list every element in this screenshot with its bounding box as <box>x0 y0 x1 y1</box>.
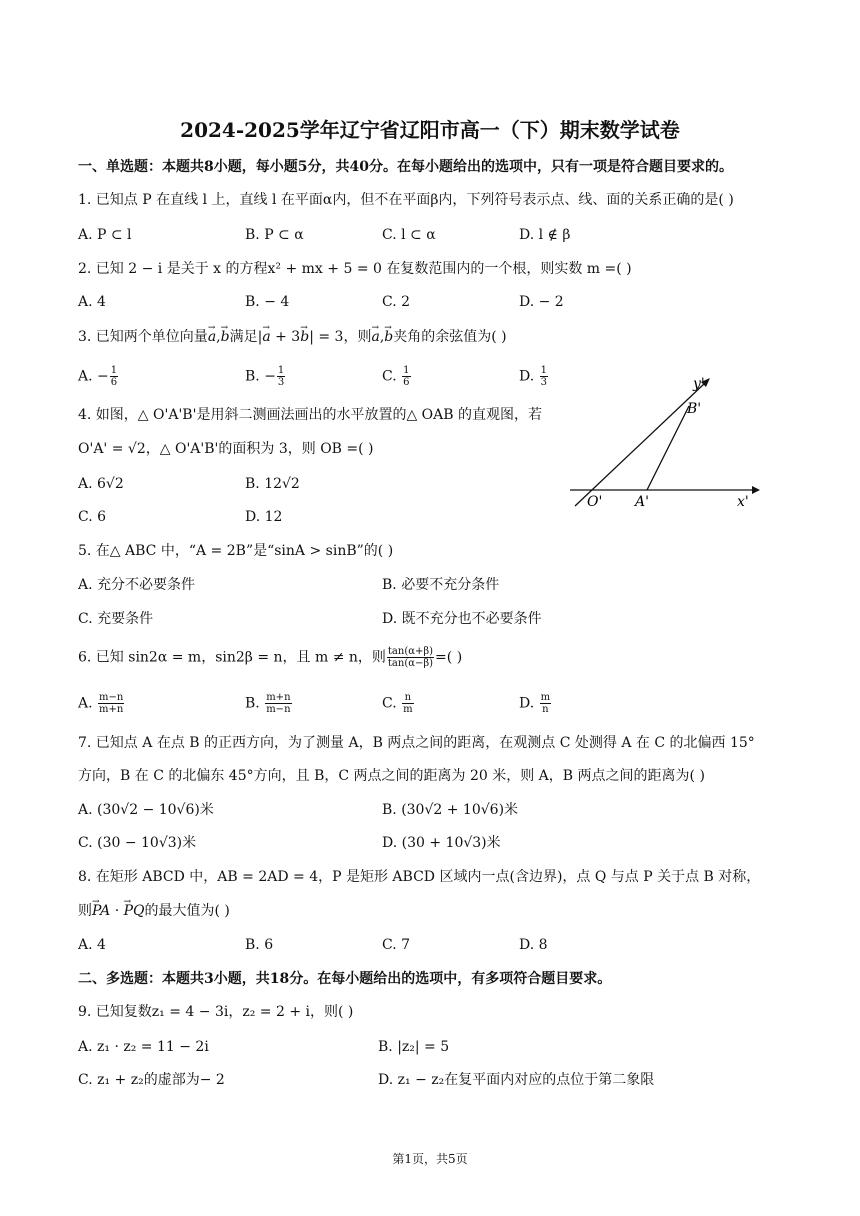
question-9-option-c: C. z₁ + z₂的虚部为− 2 <box>78 1072 225 1088</box>
question-9-option-b: B. |z₂| = 5 <box>378 1039 450 1055</box>
question-7-option-a: A. (30√2 − 10√6)米 <box>78 802 214 818</box>
question-6-option-d: D. $\frac{m}{n}$ <box>519 692 551 715</box>
question-8-option-a: A. 4 <box>78 937 106 953</box>
label-a-prime: A' <box>635 494 649 510</box>
question-6-option-b: B. $\frac{m+n}{m-n}$ <box>245 692 291 715</box>
question-4-option-d: D. 12 <box>245 509 283 525</box>
question-8-option-b: B. 6 <box>245 937 274 953</box>
question-9-option-d: D. z₁ − z₂在复平面内对应的点位于第二象限 <box>378 1072 655 1088</box>
question-3-stem: 3. 已知两个单位向量→ a,→ b满足|→ a + 3→ b| = 3，则→ a,→ b夹角的余弦值为( ) <box>78 327 507 347</box>
question-2-stem: 2. 已知 2 − i 是关于 x 的方程x² + mx + 5 = 0 在复数范围内的一个根，则实数 m =( ) <box>78 261 632 277</box>
label-o-prime: O' <box>587 494 603 510</box>
question-6-option-a: A. $\frac{m-n}{m+n}$ <box>78 692 124 715</box>
question-5-option-d: D. 既不充分也不必要条件 <box>382 611 542 627</box>
label-y-prime: y' <box>693 376 705 392</box>
question-5-stem: 5. 在△ ABC 中，“A = 2B”是“sinA > sinB”的( ) <box>78 543 394 559</box>
question-5-option-c: C. 充要条件 <box>78 611 154 627</box>
question-7-stem-line-1: 7. 已知点 A 在点 B 的正西方向，为了测量 A，B 两点之间的距离，在观测点 C 处测得 A 在 C 的北偏西 15° <box>78 735 755 751</box>
question-1-stem: 1. 已知点 P 在直线 l 上，直线 l 在平面α内，但不在平面β内，下列符号表示点、线、面的关系正确的是( ) <box>78 192 734 208</box>
question-2-option-b: B. − 4 <box>245 294 290 310</box>
question-3-option-c: C. $\frac{1}{6}$ <box>382 365 410 388</box>
question-1-option-d: D. l ∉ β <box>519 227 571 243</box>
question-4-stem-line-2: O'A' = √2，△ O'A'B'的面积为 3，则 OB =( ) <box>78 441 374 457</box>
question-8-option-c: C. 7 <box>382 937 411 953</box>
label-b-prime: B' <box>687 401 702 417</box>
question-1-option-b: B. P ⊂ α <box>245 227 304 243</box>
question-8-stem-line-2: 则→ PA · → PQ的最大值为( ) <box>78 901 230 921</box>
question-6-option-c: C. $\frac{n}{m}$ <box>382 692 413 715</box>
question-5-option-b: B. 必要不充分条件 <box>382 577 500 593</box>
question-7-stem-line-2: 方向，B 在 C 的北偏东 45°方向，且 B，C 两点之间的距离为 20 米，则 A，B 两点之间的距离为( ) <box>78 768 705 784</box>
question-6-stem: 6. 已知 sin2α = m，sin2β = n，且 m ≠ n，则 $\frac{\tan(\alpha+\beta)}{\tan(\alpha-\beta)}$ =( ) <box>78 646 463 669</box>
question-4-option-a: A. 6√2 <box>78 476 124 492</box>
question-9-stem: 9. 已知复数z₁ = 4 − 3i，z₂ = 2 + i，则( ) <box>78 1004 354 1020</box>
question-7-option-d: D. (30 + 10√3)米 <box>382 835 501 851</box>
x-axis-arrow-icon <box>752 486 760 494</box>
question-1-option-c: C. l ⊂ α <box>382 227 436 243</box>
question-4-option-c: C. 6 <box>78 509 107 525</box>
question-3-option-d: D. $\frac{1}{3}$ <box>519 365 548 388</box>
question-2-option-c: C. 2 <box>382 294 411 310</box>
question-9-option-a: A. z₁ · z₂ = 11 − 2i <box>78 1039 209 1055</box>
question-7-option-b: B. (30√2 + 10√6)米 <box>382 802 519 818</box>
page-footer: 第1页，共5页 <box>392 1152 468 1166</box>
question-4-stem-line-1: 4. 如图，△ O'A'B'是用斜二测画法画出的水平放置的△ OAB 的直观图，若 <box>78 407 542 423</box>
question-2-option-a: A. 4 <box>78 294 106 310</box>
question-7-option-c: C. (30 − 10√3)米 <box>78 835 197 851</box>
question-5-option-a: A. 充分不必要条件 <box>78 577 196 593</box>
section-heading-multi-choice: 二、多选题：本题共3小题，共18分。在每小题给出的选项中，有多项符合题目要求。 <box>78 971 612 987</box>
page-title: 2024-2025学年辽宁省辽阳市高一（下）期末数学试卷 <box>180 118 680 142</box>
section-heading-single-choice: 一、单选题：本题共8小题，每小题5分，共40分。在每小题给出的选项中，只有一项是符合题目要求的。 <box>78 159 733 175</box>
question-3-option-b: B. − $\frac{1}{3}$ <box>245 365 285 388</box>
question-8-option-d: D. 8 <box>519 937 548 953</box>
y-axis-line <box>575 383 705 506</box>
question-2-option-d: D. − 2 <box>519 294 564 310</box>
question-3-option-a: A. − $\frac{1}{6}$ <box>78 365 118 388</box>
label-x-prime: x' <box>737 494 749 510</box>
question-1-option-a: A. P ⊂ l <box>78 227 132 243</box>
oblique-projection-figure <box>565 368 765 513</box>
question-4-option-b: B. 12√2 <box>245 476 300 492</box>
question-8-stem-line-1: 8. 在矩形 ABCD 中，AB = 2AD = 4，P 是矩形 ABCD 区域内一点(含边界)，点 Q 与点 P 关于点 B 对称， <box>78 869 761 885</box>
